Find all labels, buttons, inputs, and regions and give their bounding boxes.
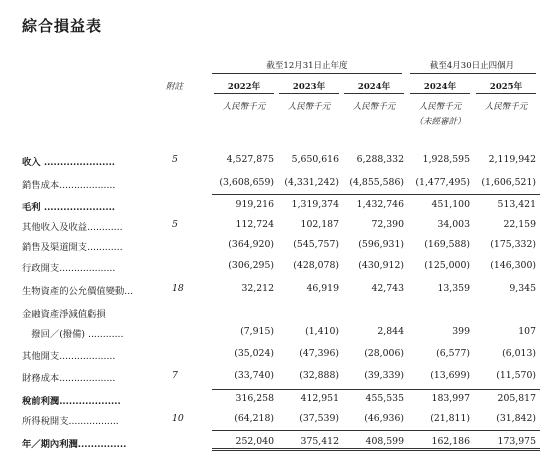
row-value: (428,078) — [293, 260, 339, 271]
row-label: 稅前利潤................... — [22, 396, 121, 407]
row-value: (6,577) — [436, 348, 470, 359]
row-note: 7 — [172, 370, 178, 381]
row-value: 375,412 — [300, 436, 339, 447]
year-header-2022: 2022年 — [227, 82, 261, 92]
row-value: 455,535 — [365, 393, 404, 404]
row-value: 32,212 — [241, 283, 274, 294]
row-value: (35,024) — [234, 348, 274, 359]
row-value: 451,100 — [431, 199, 470, 210]
year-rule — [476, 93, 536, 94]
row-value: (545,757) — [293, 239, 339, 250]
row-value: 22,159 — [503, 219, 536, 230]
year-rule — [410, 93, 470, 94]
row-value: 316,258 — [235, 393, 274, 404]
row-value: (146,300) — [490, 260, 536, 271]
row-value: (175,332) — [490, 239, 536, 250]
unit-label: 人民幣千元 — [287, 102, 331, 112]
row-value: 2,844 — [377, 326, 404, 337]
table-row — [0, 260, 550, 276]
group-header-months-rule — [410, 73, 536, 74]
row-label: 毛利 ...................... — [22, 202, 116, 213]
row-label: 所得稅開支................. — [22, 416, 119, 427]
table-row — [0, 326, 550, 342]
year-rule — [344, 93, 404, 94]
row-value: (169,588) — [424, 239, 470, 250]
row-label: 年／期內利潤............... — [22, 439, 127, 450]
year-header-2024: 2024年 — [357, 82, 391, 92]
year-header-2025-period: 2025年 — [489, 82, 523, 92]
row-value: 5,650,616 — [291, 154, 339, 165]
row-label: 金融資產淨減值虧損 — [22, 309, 106, 320]
row-value: (1,410) — [305, 326, 339, 337]
row-value: (11,570) — [496, 370, 536, 381]
row-value: (31,842) — [496, 413, 536, 424]
table-row — [0, 283, 550, 299]
row-label: 行政開支................... — [22, 263, 116, 274]
row-value: 1,432,746 — [356, 199, 404, 210]
row-value: (364,920) — [228, 239, 274, 250]
row-value: (4,855,586) — [349, 177, 404, 188]
row-value: 13,359 — [437, 283, 470, 294]
row-value: 72,390 — [371, 219, 404, 230]
row-value: 399 — [452, 326, 470, 337]
row-value: (28,006) — [364, 348, 404, 359]
row-label: 銷售成本................... — [22, 180, 116, 191]
table-row — [0, 239, 550, 255]
table-row — [0, 370, 550, 386]
unit-label: 人民幣千元 — [222, 102, 266, 112]
row-value: (430,912) — [358, 260, 404, 271]
row-label: 銷售及渠道開支............ — [22, 242, 123, 253]
subtotal-rule — [212, 430, 540, 431]
subtotal-rule — [212, 194, 540, 195]
row-value: 9,345 — [509, 283, 536, 294]
year-rule — [279, 93, 339, 94]
table-row — [0, 306, 550, 322]
row-value: (32,888) — [299, 370, 339, 381]
table-row — [0, 154, 550, 170]
table-row — [0, 393, 550, 409]
row-value: (13,699) — [430, 370, 470, 381]
table-row — [0, 177, 550, 193]
row-value: 4,527,875 — [226, 154, 274, 165]
total-double-rule — [212, 448, 540, 451]
row-value: (4,331,242) — [284, 177, 339, 188]
year-header-2024-period: 2024年 — [423, 82, 457, 92]
row-value: 183,997 — [431, 393, 470, 404]
row-value: 513,421 — [497, 199, 536, 210]
table-row — [0, 199, 550, 215]
row-value: 205,817 — [497, 393, 536, 404]
row-value: (1,477,495) — [415, 177, 470, 188]
subtotal-rule — [212, 389, 540, 390]
row-value: (33,740) — [234, 370, 274, 381]
row-label: 其他收入及收益............ — [22, 222, 123, 233]
row-value: 107 — [518, 326, 536, 337]
group-header-year-rule — [212, 73, 402, 74]
row-label: 其他開支................... — [22, 351, 116, 362]
year-header-2023: 2023年 — [292, 82, 326, 92]
row-value: 919,216 — [235, 199, 274, 210]
row-value: (64,218) — [234, 413, 274, 424]
page-title: 綜合損益表 — [22, 17, 103, 35]
row-value: 408,599 — [365, 436, 404, 447]
unit-label: 人民幣千元 — [418, 102, 462, 112]
row-value: 1,928,595 — [422, 154, 470, 165]
unit-label: 人民幣千元 — [352, 102, 396, 112]
row-value: (21,811) — [430, 413, 470, 424]
table-row — [0, 348, 550, 364]
row-label: 生物資產的公允價值變動... — [22, 286, 134, 297]
row-value: (47,396) — [299, 348, 339, 359]
group-header-year: 截至12月31日止年度 — [266, 61, 348, 71]
row-label: 撥回／(撥備) ............ — [22, 329, 124, 340]
unaudited-label: （未經審計） — [414, 117, 466, 127]
row-value: (7,915) — [240, 326, 274, 337]
year-rule — [214, 93, 274, 94]
row-label: 收入 ...................... — [22, 157, 116, 168]
unit-label: 人民幣千元 — [484, 102, 528, 112]
table-row — [0, 219, 550, 235]
row-value: (37,539) — [299, 413, 339, 424]
row-note: 5 — [172, 154, 178, 165]
row-value: 252,040 — [235, 436, 274, 447]
row-label: 財務成本................... — [22, 373, 116, 384]
row-value: 173,975 — [497, 436, 536, 447]
row-value: 46,919 — [306, 283, 339, 294]
row-value: 2,119,942 — [488, 154, 536, 165]
row-value: (1,606,521) — [481, 177, 536, 188]
row-value: 162,186 — [431, 436, 470, 447]
row-value: 1,319,374 — [291, 199, 339, 210]
row-value: (39,339) — [364, 370, 404, 381]
row-note: 18 — [172, 283, 184, 294]
table-row — [0, 413, 550, 429]
row-value: 102,187 — [300, 219, 339, 230]
row-value: 6,288,332 — [356, 154, 404, 165]
note-column-header: 附註 — [166, 82, 184, 92]
row-value: (596,931) — [358, 239, 404, 250]
row-value: (3,608,659) — [219, 177, 274, 188]
row-note: 5 — [172, 219, 178, 230]
group-header-months: 截至4月30日止四個月 — [429, 61, 515, 71]
row-value: 112,724 — [235, 219, 274, 230]
row-value: (6,013) — [502, 348, 536, 359]
row-value: (125,000) — [424, 260, 470, 271]
row-value: 412,951 — [300, 393, 339, 404]
row-note: 10 — [172, 413, 184, 424]
row-value: (306,295) — [228, 260, 274, 271]
row-value: (46,936) — [364, 413, 404, 424]
row-value: 34,003 — [437, 219, 470, 230]
row-value: 42,743 — [371, 283, 404, 294]
